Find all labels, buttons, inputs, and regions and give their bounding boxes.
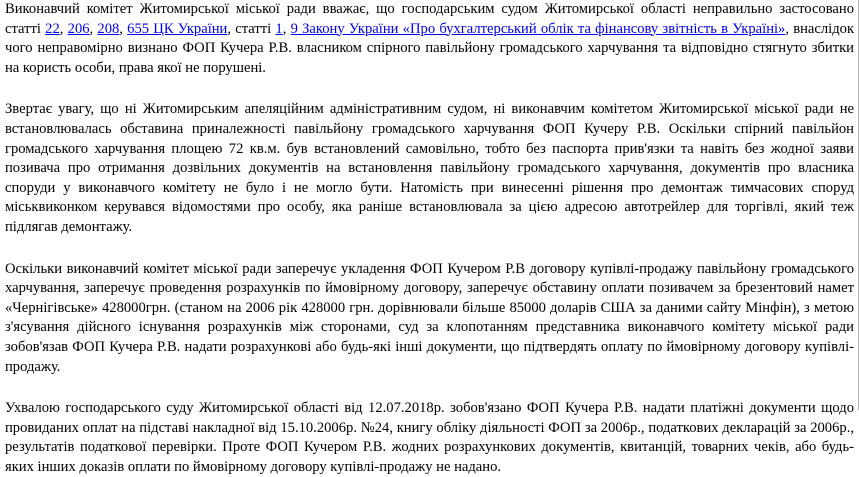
link-article-9-accounting-law[interactable]: 9 Закону України «Про бухгалтерський облік та фінансову звітність в Україні» <box>290 20 786 37</box>
paragraph-3 <box>5 260 854 378</box>
text-run: Виконавчий комітет Житомирської міської ради вважає, що господарським судом Житомирської області неправильно застосовано статті <box>5 1 854 37</box>
text-run: , <box>119 20 128 37</box>
text-run: , внаслідок чого неправомірно визнано ФОП Кучера Р.В. власником спірного павільйону громадського харчування та відповідно стягнуто збитки на користь особи, права якої не порушені. <box>5 20 855 76</box>
link-article-1[interactable]: 1 <box>275 20 283 37</box>
paragraph-4 <box>5 399 854 477</box>
text-run: , статті <box>227 20 276 37</box>
paragraph-2 <box>5 100 854 237</box>
text-run: , <box>89 20 98 37</box>
text-run: Звертає увагу, що ні Житомирським апеляційним адміністративним судом, ні виконавчим комітетом Житомирської міської ради не встановлювалась обставина приналежності павільйону громадського харчування ФОП Кучеру Р.В. Оскільки спірний павільйон громадського харчування площею 72 кв.м. був встановлений самовільно, тобто без паспорта прив'язки та навіть без жодної заяви позивача про отримання дозвільних документів на встановлення павільйону громадського харчування, документів про власника споруди у виконавчого комітету не було і не могло бути. Натомість при винесенні рішення про демонтаж тимчасових споруд міськвиконком керувався відомостями про особу, яка раніше встановлювала за цією адресою автотрейлер для торгівлі, який теж підлягав демонтажу. <box>5 101 854 235</box>
text-run: Ухвалою господарського суду Житомирської області від 12.07.2018р. зобов'язано ФОП Кучера Р.В. надати платіжні документи щодо провиданих оплат на підставі накладної від 15.10.2006р. №24, книгу обліку діяльності ФОП за 2006р., податкових декларацій за 2006р., результатів податкової перевірки. Проте ФОП Кучером Р.В. жодних розрахункових документів, квитанцій, товарних чеків, або будь-яких інших доказів оплати по ймовірному договору купівлі-продажу не надано. <box>5 400 854 475</box>
text-run: , <box>282 20 291 37</box>
text-run: Оскільки виконавчий комітет міської ради заперечує укладення ФОП Кучером Р.В договору купівлі-продажу павільйону громадського харчування, заперечує проведення розрахунків по ймовірному договору, заперечує обставину оплати позивачем за брезентовий намет «Чернігівське» 428000грн. (станом на 2006 рік 428000 грн. дорівнювали більше 85000 доларів США за даними сайту Мінфін), з метою з'ясування дійсного існування розрахунків між сторонами, суд за клопотанням представника виконавчого комітету міської ради зобов'язав ФОП Кучера Р.В. надати розрахункові або будь-які інші документи, що підтвердять оплату по ймовірному договору купівлі-продажу. <box>5 260 854 375</box>
text-run: , <box>59 20 68 37</box>
paragraph-1 <box>5 0 854 78</box>
link-article-655-civil-code[interactable]: 655 ЦК України <box>127 20 228 37</box>
link-article-206[interactable]: 206 <box>67 20 90 37</box>
link-article-208[interactable]: 208 <box>97 20 120 37</box>
link-article-22[interactable]: 22 <box>45 20 60 37</box>
